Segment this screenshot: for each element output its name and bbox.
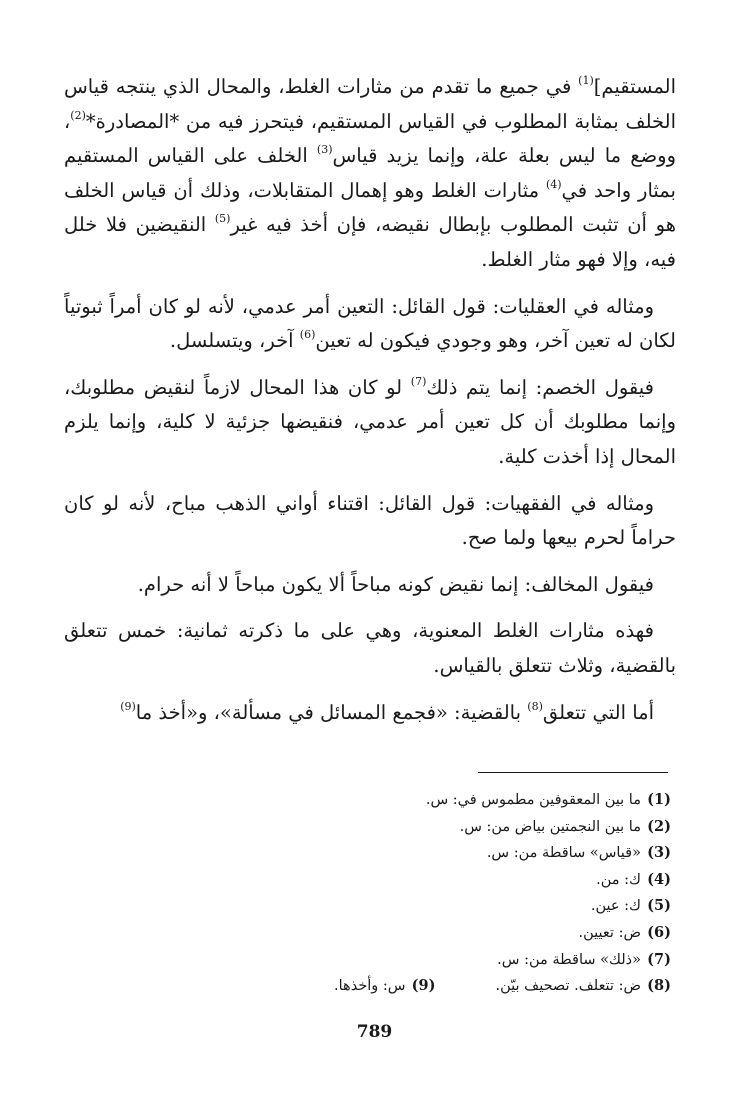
- text-run: المستقيم]: [593, 75, 676, 98]
- footnote-ref: (7): [410, 374, 427, 388]
- footnote-ref: (5): [214, 212, 231, 226]
- footnotes: [111, 787, 671, 1000]
- paragraph: [64, 614, 676, 683]
- footnote-number: (3): [647, 844, 671, 862]
- footnote-inline: [334, 973, 435, 1000]
- footnote: [111, 893, 671, 920]
- footnote-text: «قياس» ساقطة من: س.: [486, 845, 641, 862]
- footnote: [111, 947, 671, 974]
- footnote-ref: (3): [316, 143, 333, 157]
- text-run: فهذه مثارات الغلط المعنوية، وهي على ما ذكرته ثمانية: خمس تتعلق بالقضية، وثلاث تتعلق بالقياس.: [64, 619, 676, 677]
- paragraph: [64, 568, 676, 603]
- text-run: آخر، ويتسلسل.: [169, 329, 300, 353]
- text-run: النقيضين فلا خلل فيه، وإلا فهو مثار الغلط.: [64, 213, 676, 271]
- text-run: ومثاله في العقليات: قول القائل: التعين أمر عدمي، لأنه لو كان أمراً ثبوتياً لكان له تعين آخر، وهو وجودي فيكون له تعين: [64, 294, 676, 353]
- paragraph: [64, 487, 676, 556]
- footnote-text: ما بين النجمتين بياض من: س.: [459, 818, 641, 835]
- footnote: [111, 920, 671, 947]
- footnote: [111, 840, 671, 867]
- text-run: فيقول المخالف: إنما نقيض كونه مباحاً ألا يكون مباحاً لا أنه حرام.: [137, 572, 654, 596]
- text-run: لو كان هذا المحال لازماً لنقيض مطلوبك، وإنما مطلوبك أن كل تعين أمر عدمي، فنقيضها جزئية لا كلية، وإنما يلزم المحال إذا أخذت كلية.: [64, 375, 676, 468]
- footnote-ref: (1): [578, 74, 594, 87]
- footnote: [111, 787, 671, 814]
- paragraph: [64, 70, 676, 278]
- footnote: [111, 867, 671, 894]
- footnote-number: (1): [647, 791, 671, 808]
- paragraph: [64, 290, 676, 359]
- footnote-number: (2): [647, 817, 671, 835]
- text-run: بالقضية: «فجمع المسائل في مسألة»، و«أخذ ما: [135, 700, 528, 724]
- footnote-text: س: وأخذها.: [334, 978, 406, 995]
- footnote-number: (9): [411, 977, 436, 995]
- footnote-number: (5): [647, 897, 671, 915]
- text-run: الخلف على القياس المستقيم بمثار واحد في: [64, 144, 676, 202]
- footnote: [111, 973, 671, 1000]
- footnote-ref: (6): [299, 328, 316, 342]
- footnote-text: ما بين المعقوفين مطموس في: س.: [425, 792, 641, 808]
- footnote-text: «ذلك» ساقطة من: س.: [497, 951, 641, 968]
- paragraph: [64, 696, 676, 731]
- footnote: [111, 814, 671, 841]
- text-run: ، ووضع ما ليس بعلة علة، وإنما يزيد قياس: [64, 109, 677, 168]
- footnote-ref: (4): [545, 177, 562, 191]
- main-text: [64, 70, 676, 742]
- footnote-text: ك: عين.: [590, 898, 641, 915]
- text-run: في جميع ما تقدم من مثارات الغلط، والمحال الذي ينتجه قياس الخلف بمثابة المطلوب في القياس المستقيم، فيتحرز فيه من *المصادرة*: [64, 75, 676, 133]
- text-run: فيقول الخصم: إنما يتم ذلك: [426, 375, 655, 399]
- text-run: أما التي تتعلق: [542, 700, 654, 724]
- footnote-number: (4): [647, 870, 671, 888]
- footnote-ref: (2): [70, 108, 86, 122]
- footnote-ref: (8): [527, 699, 543, 713]
- footnote-number: (8): [647, 977, 671, 995]
- footnote-text: ض: تعيين.: [578, 924, 641, 941]
- page-number: 789: [356, 1022, 393, 1042]
- footnote-number: (6): [647, 923, 671, 941]
- footnote-text: ض: تتعلف. تصحيف بيّن.: [495, 978, 641, 995]
- text-run: ومثاله في الفقهيات: قول القائل: اقتناء أواني الذهب مباح، لأنه لو كان حراماً لحرم بيعها ولما صح.: [64, 491, 676, 550]
- footnote-ref: (9): [120, 699, 136, 713]
- paragraph: [64, 371, 676, 475]
- footnote-number: (7): [647, 950, 671, 968]
- footnote-separator: [478, 772, 668, 773]
- footnote-text: ك: من.: [596, 871, 641, 888]
- text-run: مثارات الغلط وهو إهمال المتقابلات، وذلك أن قياس الخلف هو أن تثبت المطلوب بإبطال نقيضه، فإن أخذ فيه غير: [64, 178, 676, 237]
